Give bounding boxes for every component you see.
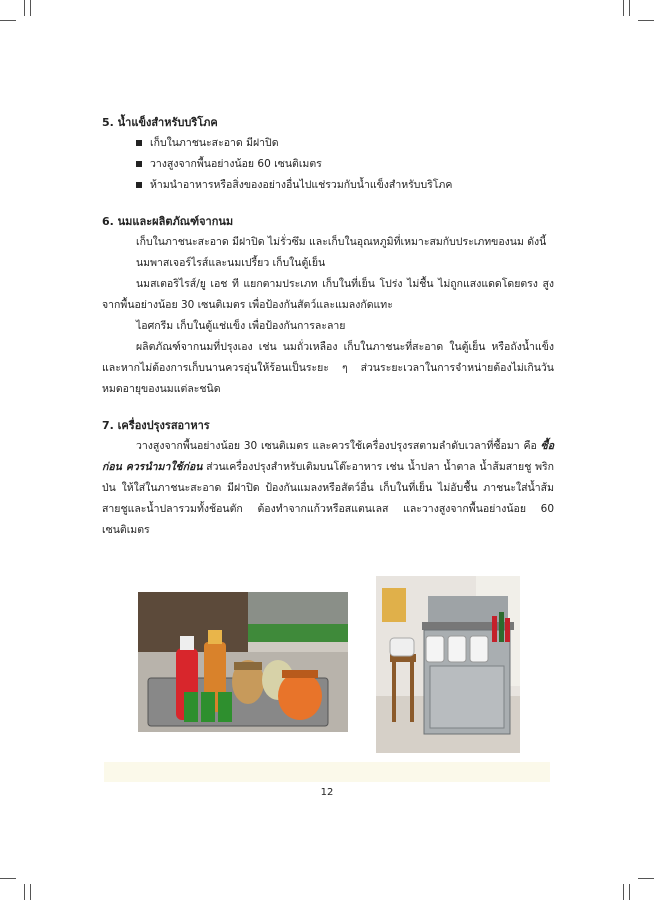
- crop-mark: [24, 884, 25, 900]
- condiment-station-image: [376, 576, 520, 753]
- crop-mark: [0, 878, 16, 879]
- crop-mark: [30, 884, 31, 900]
- paragraph: [102, 436, 554, 541]
- crop-mark: [629, 884, 630, 900]
- crop-mark: [638, 20, 654, 21]
- list-item: ห้ามนำอาหารหรือสิ่งของอย่างอื่นไปแช่รวมกับน้ำแข็งสำหรับบริโภค: [136, 175, 554, 196]
- paragraph: เก็บในภาชนะสะอาด มีฝาปิด ไม่รั่วซึม และเก็บในอุณหภูมิที่เหมาะสมกับประเภทของนม ดังนี้: [136, 236, 547, 248]
- section-heading: 6. นมและผลิตภัณฑ์จากนม: [102, 215, 234, 228]
- emphasis-text: ซื้อก่อน ควรนำมาใช้ก่อน: [102, 440, 554, 473]
- condiment-station-photo: [376, 576, 520, 753]
- page-number: 12: [320, 787, 334, 798]
- paragraph: ไอศกรีม เก็บในตู้แช่แข็ง เพื่อป้องกันการละลาย: [136, 320, 346, 332]
- footer-band: [104, 762, 550, 782]
- list-item: วางสูงจากพื้นอย่างน้อย 60 เซนติเมตร: [136, 154, 554, 175]
- condiment-tray-photo: [138, 592, 348, 732]
- crop-mark: [623, 884, 624, 900]
- crop-mark: [0, 20, 16, 21]
- bullet-list: [102, 133, 554, 196]
- photo-strip: [0, 576, 654, 756]
- text-run: วางสูงจากพื้นอย่างน้อย 30 เซนติเมตร และควรใช้เครื่องปรุงรสตามลำดับเวลาที่ซื้อมา คือ: [136, 440, 541, 452]
- page-body: [102, 112, 554, 556]
- condiment-tray-image: [138, 592, 348, 732]
- section-heading: 5. น้ำแข็งสำหรับบริโภค: [102, 116, 218, 129]
- crop-mark: [629, 0, 630, 16]
- crop-mark: [623, 0, 624, 16]
- text-run: ส่วนเครื่องปรุงสำหรับเติมบนโต๊ะอาหาร เช่น น้ำปลา น้ำตาล น้ำส้มสายชู พริกป่น ให้ใส่ในภาชนะสะอาด มีฝาปิด ป้องกันแมลงหรือสัตว์อื่น เก็บในที่เย็น ไม่อับชื้น ภาชนะใส่น้ำส้มสายชูและน้ำปลารวมทั้งช้อนตัก ต้องทำจากแก้วหรือสแตนเลส และวางสูงจากพื้นอย่างน้อย 60 เซนติเมตร: [102, 461, 554, 536]
- list-item: เก็บในภาชนะสะอาด มีฝาปิด: [136, 133, 554, 154]
- section-milk: [102, 211, 554, 400]
- section-ice: [102, 112, 554, 196]
- section-condiments: [102, 415, 554, 541]
- crop-mark: [638, 878, 654, 879]
- crop-mark: [30, 0, 31, 16]
- paragraph: นมสเตอริไรส์/ยู เอช ที แยกตามประเภท เก็บในที่เย็น โปร่ง ไม่ชื้น ไม่ถูกแสงแดดโดยตรง สูงจากพื้นอย่างน้อย 30 เซนติเมตร เพื่อป้องกันสัตว์และแมลงกัดแทะ: [102, 278, 554, 311]
- paragraph: ผลิตภัณฑ์จากนมที่ปรุงเอง เช่น นมถั่วเหลือง เก็บในภาชนะที่สะอาด ในตู้เย็น หรือถังน้ำแข็ง และหากไม่ต้องการเก็บนานควรอุ่นให้ร้อนเป็นระยะ ๆ ส่วนระยะเวลาในการจำหน่ายต้องไม่เกินวันหมดอายุของนมแต่ละชนิด: [102, 341, 554, 395]
- crop-mark: [24, 0, 25, 16]
- section-heading: 7. เครื่องปรุงรสอาหาร: [102, 419, 210, 432]
- paragraph: นมพาสเจอร์ไรส์และนมเปรี้ยว เก็บในตู้เย็น: [136, 257, 326, 269]
